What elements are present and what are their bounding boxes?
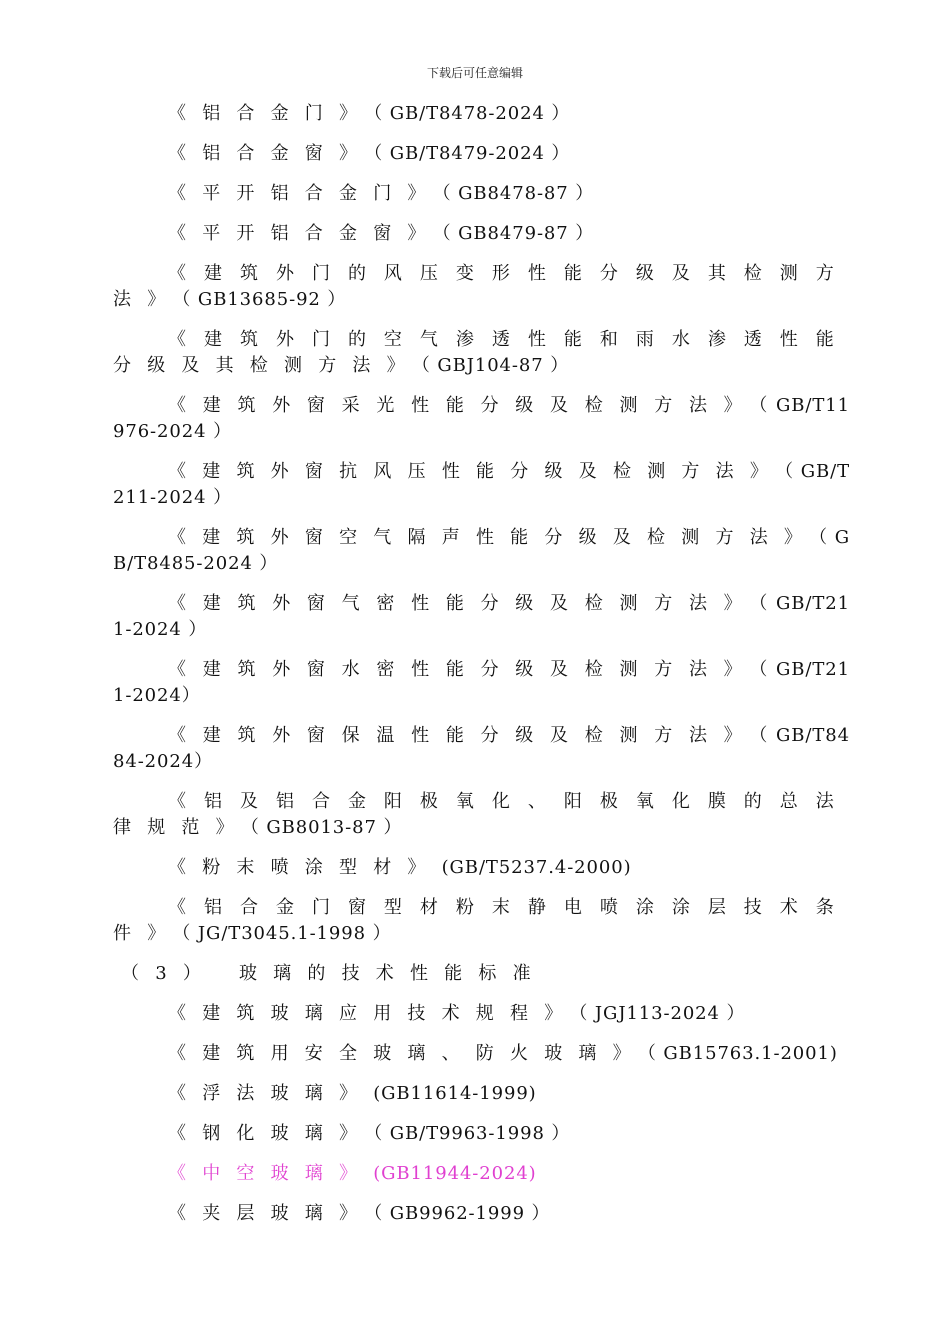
document-body bbox=[113, 101, 850, 1241]
standard-item: 《建筑用安全玻璃、防火玻璃》（ GB15763.1-2001) bbox=[168, 1043, 838, 1064]
standard-item: 《建筑外门的风压变形性能分级及其检测方法》（ GB13685-92 ） bbox=[113, 263, 850, 310]
standard-item: 《夹层玻璃》（ GB9962-1999 ） bbox=[168, 1203, 551, 1224]
standard-item: 《铝合金窗》（ GB/T8479-2024 ） bbox=[168, 143, 571, 164]
standard-item: 《建筑外窗保温性能分级及检测方法》（ GB/T8484-2024） bbox=[113, 725, 850, 772]
standard-item: 《建筑外窗抗风压性能分级及检测方法》（ GB/T211-2024 ） bbox=[113, 461, 850, 508]
standard-item: 《平开铝合金窗》（ GB8479-87 ） bbox=[168, 223, 595, 244]
standard-item: 《建筑玻璃应用技术规程》（ JGJ113-2024 ） bbox=[168, 1003, 746, 1024]
standard-item: 《钢化玻璃》（ GB/T9963-1998 ） bbox=[168, 1123, 571, 1144]
standard-item: 《铝及铝合金阳极氧化、阳极氧化膜的总法律规范》（ GB8013-87 ） bbox=[113, 791, 850, 838]
standard-item: 《建筑外门的空气渗透性能和雨水渗透性能分级及其检测方法》（ GBJ104-87 ） bbox=[113, 329, 850, 376]
standard-item: 《粉末喷涂型材》(GB/T5237.4-2000) bbox=[168, 857, 632, 878]
standard-item: 《建筑外窗气密性能分级及检测方法》（ GB/T211-2024 ） bbox=[113, 593, 850, 640]
standard-item: 《铝合金门窗型材粉末静电喷涂涂层技术条件》（ JG/T3045.1-1998 ） bbox=[113, 897, 850, 944]
standard-item: 《铝合金门》（ GB/T8478-2024 ） bbox=[168, 103, 571, 124]
standard-item: 《浮法玻璃》(GB11614-1999) bbox=[168, 1083, 537, 1104]
standard-item: 《平开铝合金门》（ GB8478-87 ） bbox=[168, 183, 595, 204]
section-heading: （3） 玻璃的技术性能标准 bbox=[121, 963, 547, 984]
standard-item: 《建筑外窗采光性能分级及检测方法》（ GB/T11976-2024 ） bbox=[113, 395, 850, 442]
standard-item: 《建筑外窗水密性能分级及检测方法》（ GB/T211-2024） bbox=[113, 659, 850, 706]
page-header: 下载后可任意编辑 bbox=[426, 66, 523, 80]
highlighted-standard-item: 《中空玻璃》(GB11944-2024) bbox=[168, 1163, 537, 1184]
standard-item: 《建筑外窗空气隔声性能分级及检测方法》（ GB/T8485-2024 ） bbox=[113, 527, 850, 574]
